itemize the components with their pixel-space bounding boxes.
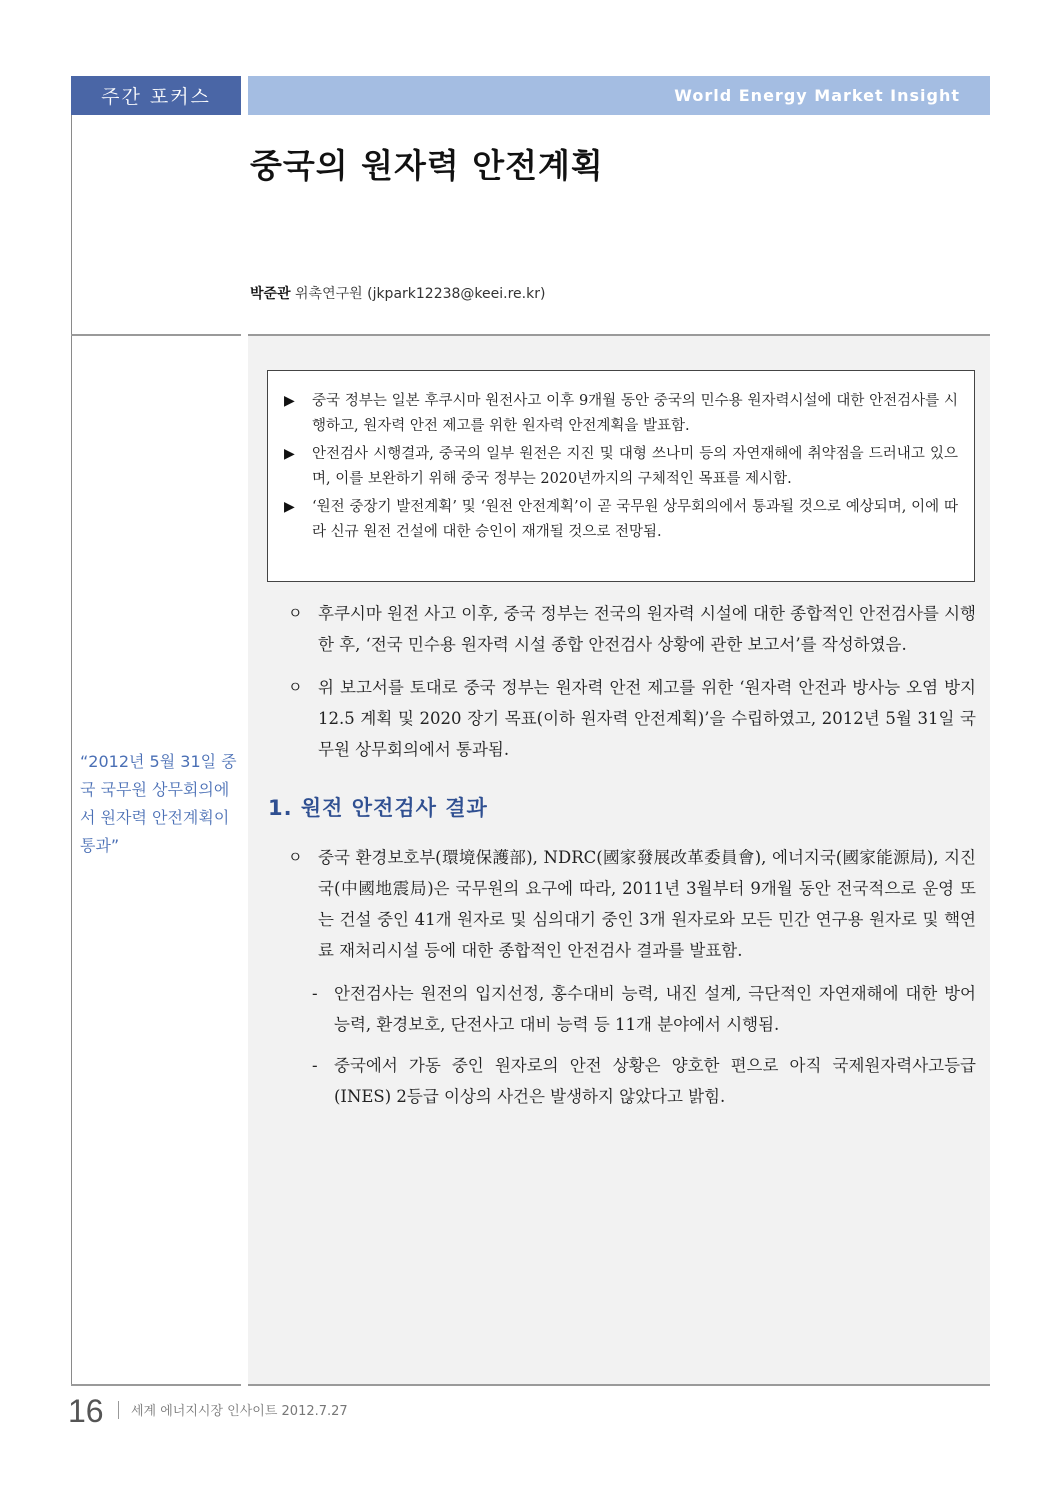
body-paragraph [288,842,976,966]
triangle-bullet-icon: ▶ [284,499,295,515]
footer-publication: 세계 에너지시장 인사이트 2012.7.27 [131,1404,348,1419]
left-margin-rule [71,115,72,1385]
footer-divider-left [71,1384,241,1386]
summary-item [284,442,958,492]
article-body [268,598,976,1122]
dash-item [288,978,976,1040]
publication-band [248,76,990,115]
author-line [250,283,545,303]
summary-box [267,370,975,582]
divider-left [71,334,241,336]
dash-bullet-icon: - [312,984,318,1003]
footer-separator [118,1401,119,1419]
summary-item [284,495,958,545]
summary-text: 안전검사 시행결과, 중국의 일부 원전은 지진 및 대형 쓰나미 등의 자연재해에 취약점을 드러내고 있으며, 이를 보완하기 위해 중국 정부는 2020년까지의 구체적인 목표를 제시함. [312,446,958,487]
summary-text: 중국 정부는 일본 후쿠시마 원전사고 이후 9개월 동안 중국의 민수용 원자력시설에 대한 안전검사를 시행하고, 원자력 안전 제고를 위한 원자력 안전계획을 발표함. [312,393,958,434]
circle-bullet-icon: ㅇ [288,848,303,866]
dash-text: 중국에서 가동 중인 원자로의 안전 상황은 양호한 편으로 아직 국제원자력사고등급(INES) 2등급 이상의 사건은 발생하지 않았다고 밝힘. [334,1056,976,1106]
author-role: 위촉연구원 (jkpark12238@keei.re.kr) [295,286,546,302]
publication-name: World Energy Market Insight [674,86,960,105]
paragraph-text: 후쿠시마 원전 사고 이후, 중국 정부는 전국의 원자력 시설에 대한 종합적인 안전검사를 시행한 후, ‘전국 민수용 원자력 시설 종합 안전검사 상황에 관한 보고서’를 작성하였음. [318,604,976,654]
pull-quote: “2012년 5월 31일 중국 국무원 상무회의에서 원자력 안전계획이 통과” [80,752,237,855]
triangle-bullet-icon: ▶ [284,393,295,409]
footer-divider-right [248,1384,990,1386]
paragraph-text: 중국 환경보호부(環境保護部), NDRC(國家發展改革委員會), 에너지국(國家能源局), 지진국(中國地震局)은 국무원의 요구에 따라, 2011년 3월부터 9개월 동안 전국적으로 운영 또는 건설 중인 41개 원자로 및 심의대기 중인 3개 원자로와 모든 민간 연구용 원자로 및 핵연료 재처리시설 등에 대한 종합적인 안전검사 결과를 발표함. [318,848,976,960]
section-tag [71,76,241,115]
triangle-bullet-icon: ▶ [284,446,295,462]
author-name: 박준관 [250,286,291,302]
section-tag-label: 주간 포커스 [101,86,211,108]
dash-text: 안전검사는 원전의 입지선정, 홍수대비 능력, 내진 설계, 극단적인 자연재해에 대한 방어 능력, 환경보호, 단전사고 대비 능력 등 11개 분야에서 시행됨. [334,984,976,1034]
summary-text: ‘원전 중장기 발전계획’ 및 ‘원전 안전계획’이 곧 국무원 상무회의에서 통과될 것으로 예상되며, 이에 따라 신규 원전 건설에 대한 승인이 재개될 것으로 전망됨. [312,499,958,540]
section-heading: 1. 원전 안전검사 결과 [268,796,488,820]
dash-bullet-icon: - [312,1056,318,1075]
circle-bullet-icon: ㅇ [288,604,303,622]
paragraph-text: 위 보고서를 토대로 중국 정부는 원자력 안전 제고를 위한 ‘원자력 안전과 방사능 오염 방지 12.5 계획 및 2020 장기 목표(이하 원자력 안전계획)’을 수립하였고, 2012년 5월 31일 국무원 상무회의에서 통과됨. [318,678,976,759]
page-number: 16 [68,1393,104,1429]
article-title: 중국의 원자력 안전계획 [250,146,604,185]
body-paragraph [288,672,976,765]
body-paragraph [288,598,976,660]
dash-item [288,1050,976,1112]
summary-item [284,389,958,439]
circle-bullet-icon: ㅇ [288,678,303,696]
